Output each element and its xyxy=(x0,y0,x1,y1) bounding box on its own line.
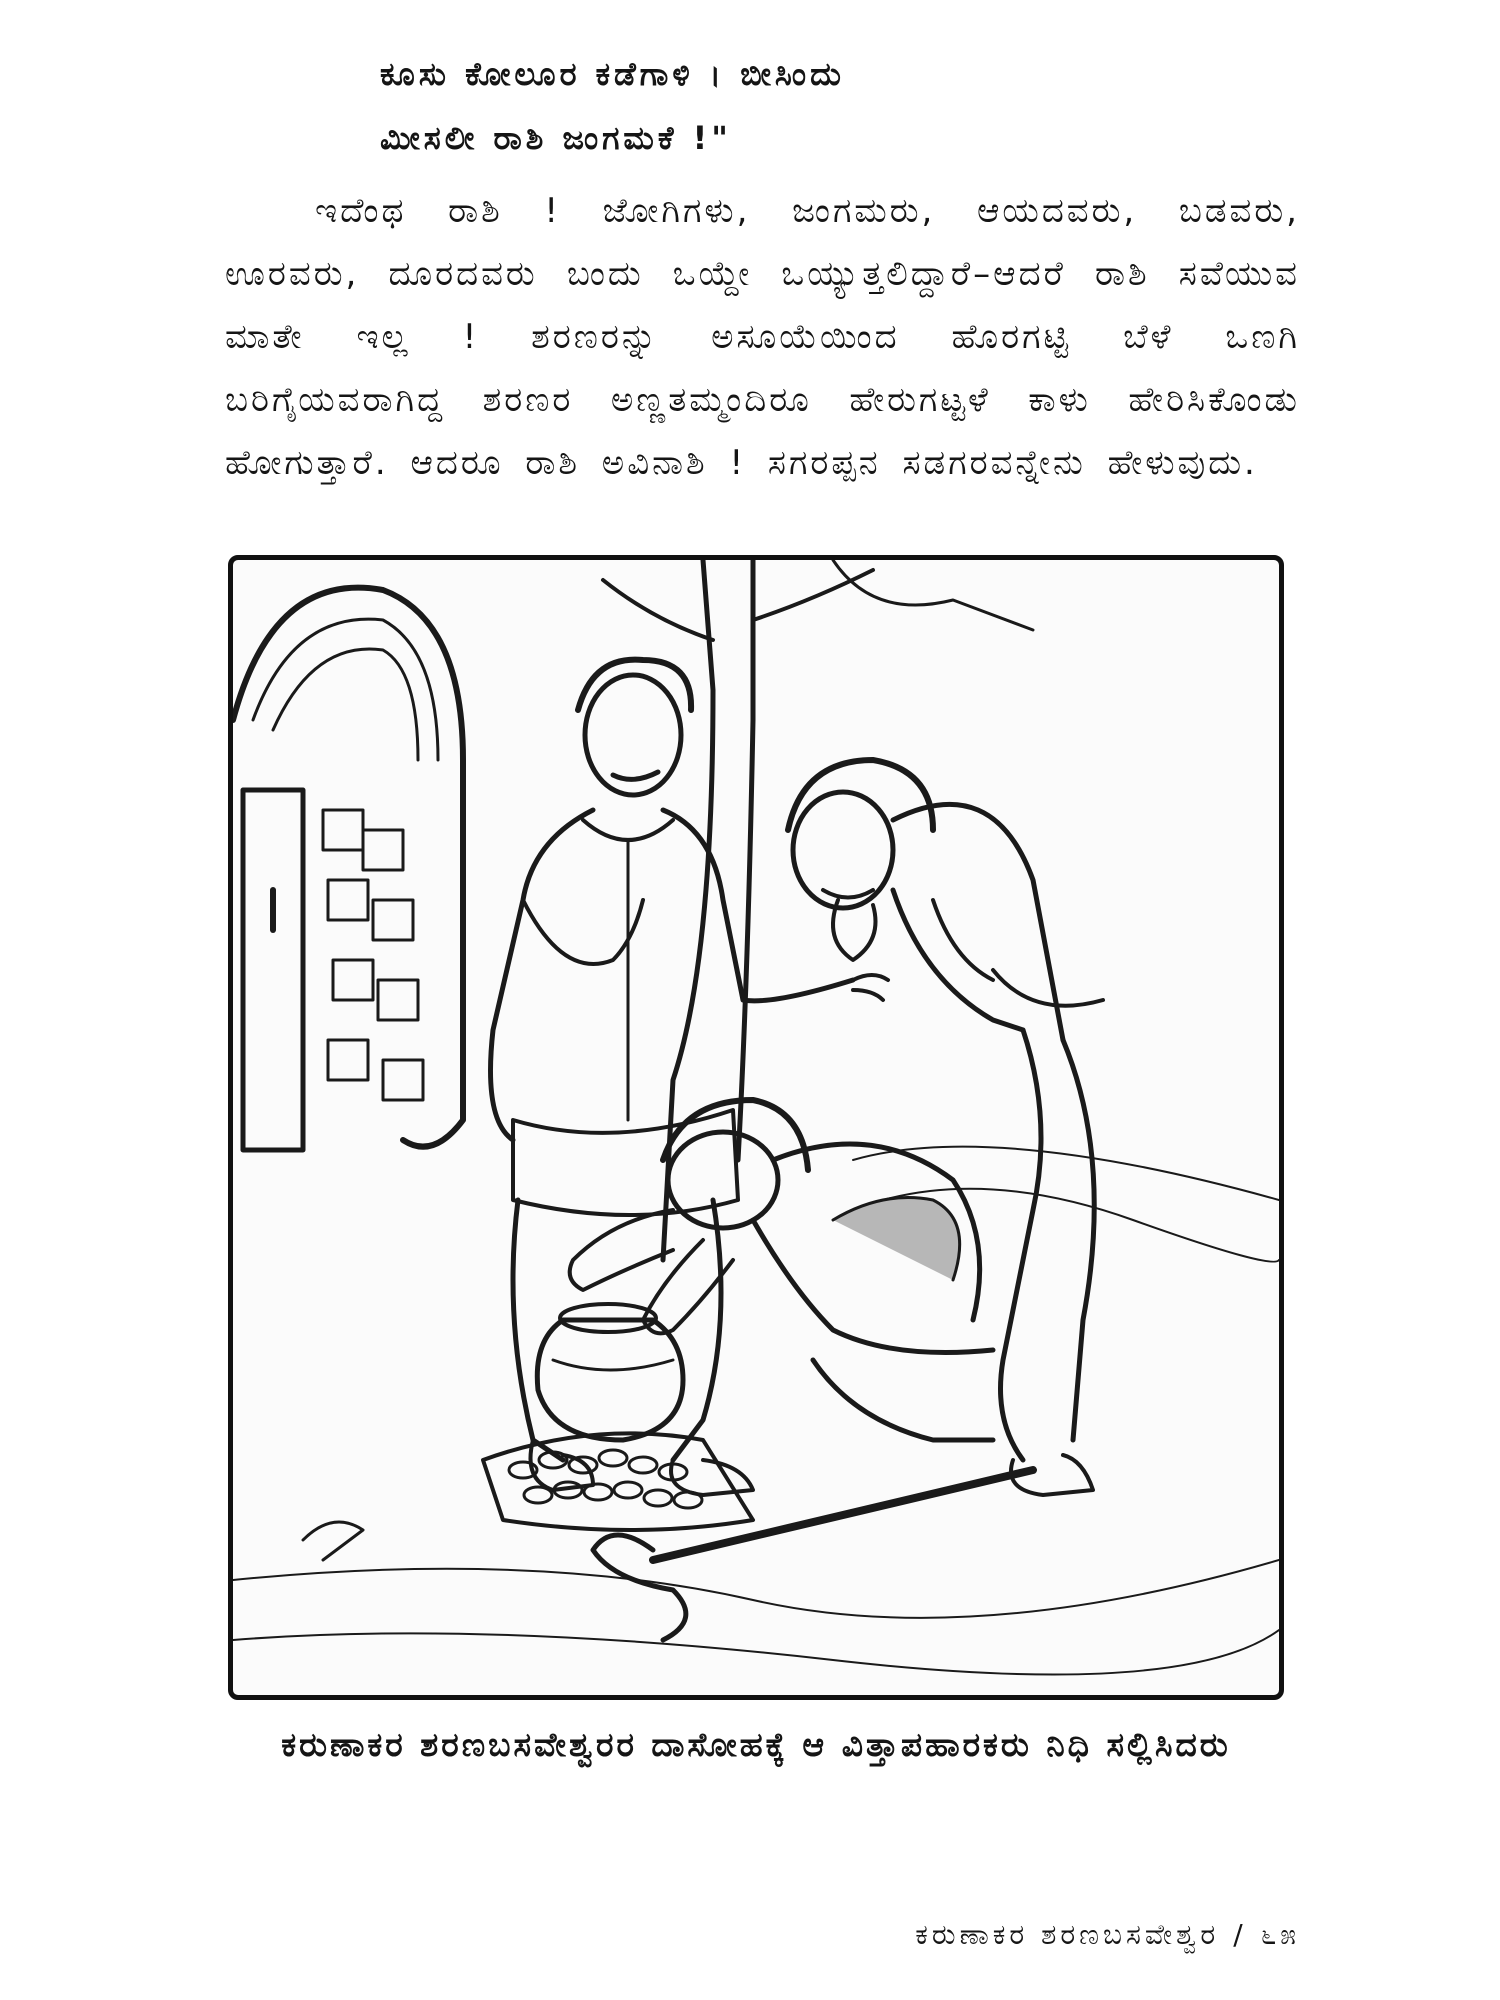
illustration-drawing xyxy=(233,560,1279,1695)
page-number: ೬೫ xyxy=(1260,1918,1300,1951)
verse-line-1: ಕೂಸು ಕೋಲೂರ ಕಡೆಗಾಳಿ । ಬೀಸಿಂದು xyxy=(380,55,845,93)
verse-block xyxy=(380,42,845,170)
body-paragraph-text: ಇದೆಂಥ ರಾಶಿ ! ಜೋಗಿಗಳು, ಜಂಗಮರು, ಆಯದವರು, ಬಡವರು, ಊರವರು, ದೂರದವರು ಬಂದು ಒಯ್ದೇ ಒಯ್ಯುತ್ತಲಿದ್ದಾರೆ–ಆದರೆ ರಾಶಿ ಸವೆಯುವ ಮಾತೇ ಇಲ್ಲ ! ಶರಣರನ್ನು ಅಸೂಯೆಯಿಂದ ಹೊರಗಟ್ಟಿ ಬೆಳೆ ಒಣಗಿ ಬರಿಗೈಯವರಾಗಿದ್ದ ಶರಣರ ಅಣ್ಣತಮ್ಮಂದಿರೂ ಹೇರುಗಟ್ಟಳೆ ಕಾಳು ಹೇರಿಸಿಕೊಂಡು ಹೋಗುತ್ತಾರೆ. ಆದರೂ ರಾಶಿ ಅವಿನಾಶಿ ! ಸಗರಪ್ಪನ ಸಡಗರವನ್ನೇನು ಹೇಳುವುದು. xyxy=(225,191,1300,483)
running-title: ಕರುಣಾಕರ ಶರಣಬಸವೇಶ್ವರ xyxy=(915,1918,1220,1951)
verse-line-2: ಮೀಸಲೀ ರಾಶಿ ಜಂಗಮಕೆ !" xyxy=(380,119,732,157)
figure-caption: ಕರುಣಾಕರ ಶರಣಬಸವೇಶ್ವರರ ದಾಸೋಹಕ್ಕೆ ಆ ವಿತ್ತಾಪಹಾರಕರು ನಿಧಿ ಸಲ್ಲಿಸಿದರು xyxy=(281,1725,1231,1764)
page-footer xyxy=(915,1918,1300,1952)
footer-separator: / xyxy=(1233,1918,1247,1951)
illustration xyxy=(228,555,1284,1700)
body-paragraph xyxy=(225,180,1300,495)
